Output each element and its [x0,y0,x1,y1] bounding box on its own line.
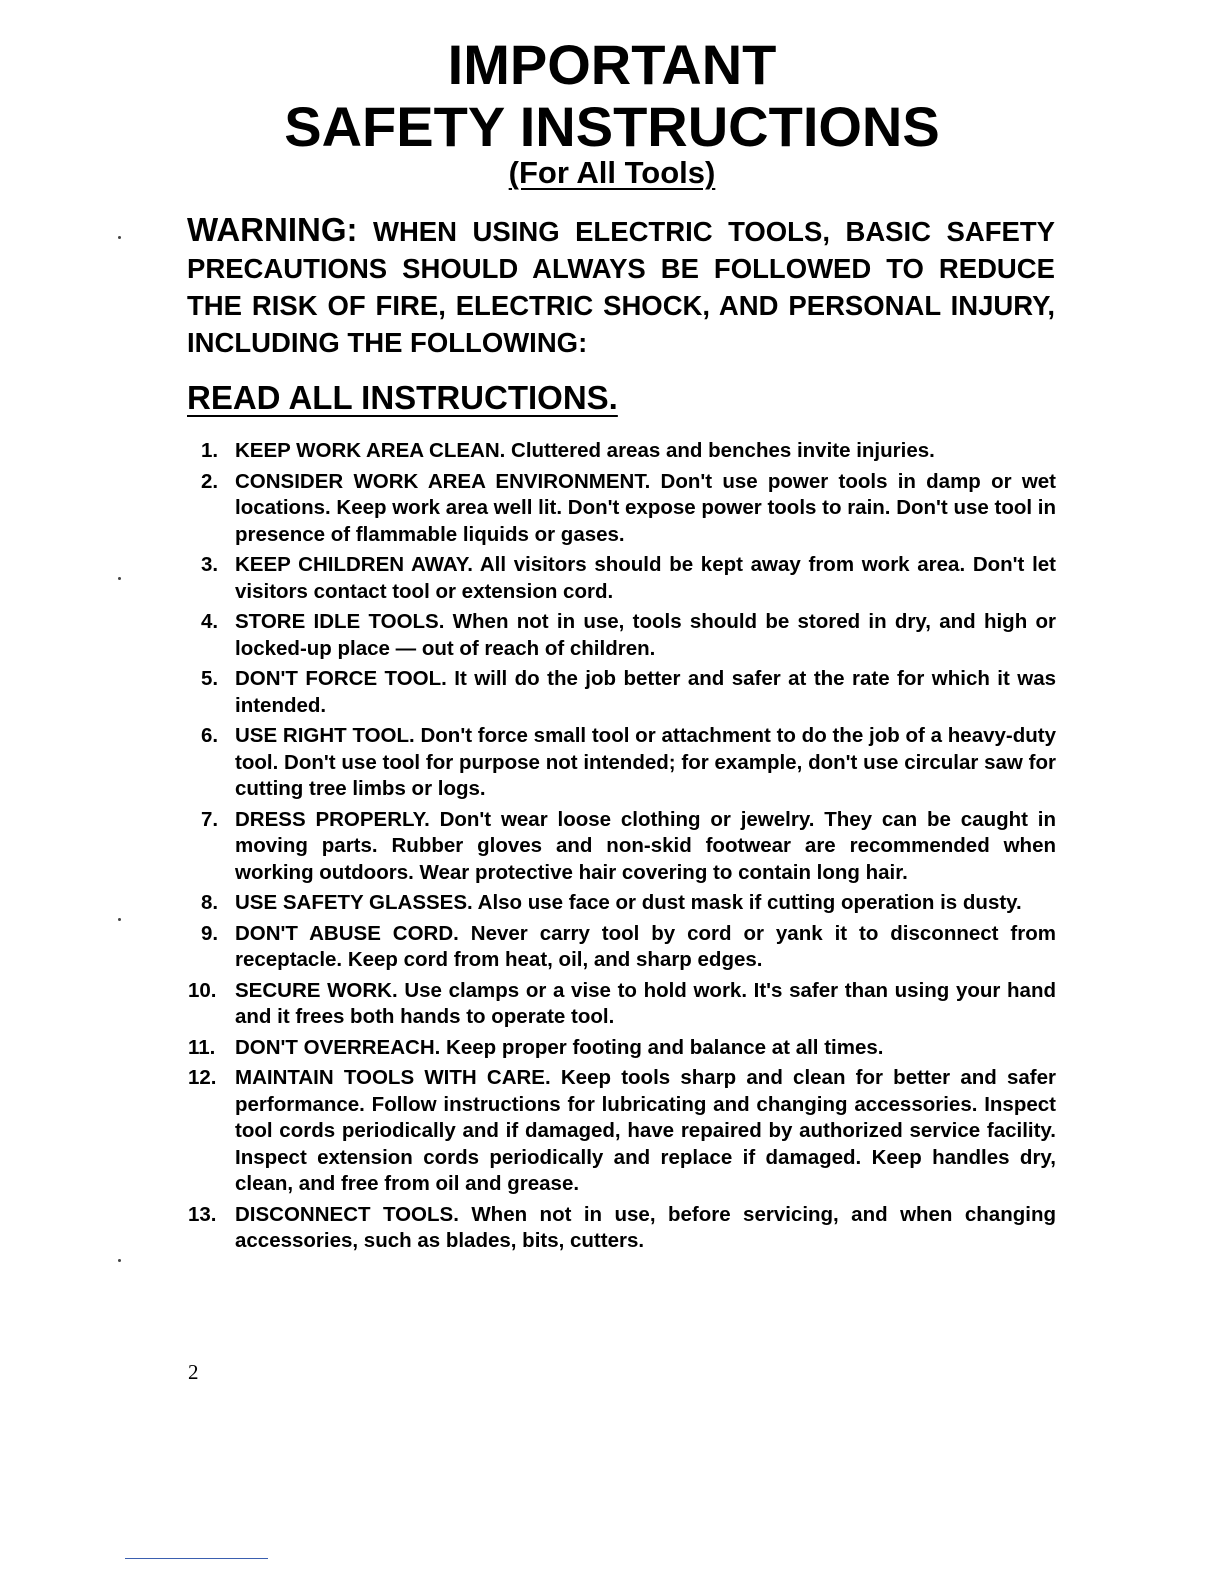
list-item [188,921,1056,974]
list-item [188,609,1056,662]
list-item-number: 11. [188,1035,216,1059]
list-item-text: SECURE WORK. Use clamps or a vise to hold work. It's safer than using your hand and it frees both hands to operate tool. [235,978,1056,1028]
list-item-number: 4. [201,610,219,633]
list-item-text: DRESS PROPERLY. Don't wear loose clothing or jewelry. They can be caught in moving parts. Rubber gloves and non-skid footwear are recommended when working outdoors. Wear protective hair covering to contain long hair. [235,807,1056,884]
list-item-number: 2. [201,469,219,493]
list-item-text: KEEP CHILDREN AWAY. All visitors should be kept away from work area. Don't let visitors contact tool or extension cord. [235,553,1056,603]
list-item-number: 6. [201,724,219,747]
margin-dot [118,1259,121,1262]
list-item-number: 5. [201,667,219,690]
list-item-number: 9. [201,921,219,945]
warning-text: WHEN USING ELECTRIC TOOLS, BASIC SAFETY PRECAUTIONS SHOULD ALWAYS BE FOLLOWED TO REDUCE THE RISK OF FIRE, ELECTRIC SHOCK, AND PERSONAL INJURY, INCLUDING THE FOLLOWING: [187,216,1055,358]
list-item-text: MAINTAIN TOOLS WITH CARE. Keep tools sharp and clean for better and safer performance. Follow instructions for lubricating and changing accessories. Inspect tool cords periodically and if damaged, have repaired by authorized service facility. Inspect extension cords periodically and replace if damaged. Keep handles dry, clean, and free from oil and grease. [235,1066,1056,1195]
list-item [188,978,1056,1031]
list-item-number: 1. [201,439,219,462]
list-item-text: DON'T OVERREACH. Keep proper footing and balance at all times. [235,1035,884,1059]
section-heading: READ ALL INSTRUCTIONS. [187,379,618,416]
list-item-text: USE SAFETY GLASSES. Also use face or dust mask if cutting operation is dusty. [235,891,1022,914]
safety-rules-list [188,438,1056,1259]
warning-label: WARNING: [187,211,358,248]
list-item-number: 13. [188,1202,217,1226]
list-item [188,723,1056,803]
list-item [188,807,1056,887]
margin-dot [118,236,121,239]
page-title-safety-instructions: SAFETY INSTRUCTIONS [284,95,940,158]
list-item-text: DON'T ABUSE CORD. Never carry tool by cord or yank it to disconnect from receptacle. Keep cord from heat, oil, and sharp edges. [235,921,1056,971]
page-title-important: IMPORTANT [447,33,777,96]
list-item-text: KEEP WORK AREA CLEAN. Cluttered areas and benches invite injuries. [235,439,935,462]
list-item-text: CONSIDER WORK AREA ENVIRONMENT. Don't use power tools in damp or wet locations. Keep work area well lit. Don't expose power tools to rain. Don't use tool in presence of flammable liquids or gases. [235,469,1056,546]
list-item [188,1202,1056,1255]
list-item-text: STORE IDLE TOOLS. When not in use, tools should be stored in dry, and high or locked-up place — out of reach of children. [235,610,1056,660]
list-item [188,890,1056,917]
list-item-text: USE RIGHT TOOL. Don't force small tool or attachment to do the job of a heavy-duty tool. Don't use tool for purpose not intended; for example, don't use circular saw for cutting tree limbs or logs. [235,724,1056,800]
list-item-number: 12. [188,1066,217,1089]
list-item [188,1065,1056,1198]
list-item [188,666,1056,719]
list-item [188,552,1056,605]
page-subtitle: (For All Tools) [508,155,716,190]
list-item-number: 3. [201,553,219,576]
list-item-number: 7. [201,807,219,831]
divider [125,1558,268,1559]
page-number: 2 [188,1360,199,1384]
list-item [188,469,1056,549]
list-item-text: DON'T FORCE TOOL. It will do the job better and safer at the rate for which it was intended. [235,667,1056,717]
list-item-number: 8. [201,891,219,914]
list-item-number: 10. [188,978,217,1002]
list-item [188,438,1056,465]
list-item-text: DISCONNECT TOOLS. When not in use, before servicing, and when changing accessories, such as blades, bits, cutters. [235,1202,1056,1252]
list-item [188,1035,1056,1062]
warning-paragraph [187,211,1055,361]
margin-dot [118,918,121,921]
margin-dot [118,577,121,580]
